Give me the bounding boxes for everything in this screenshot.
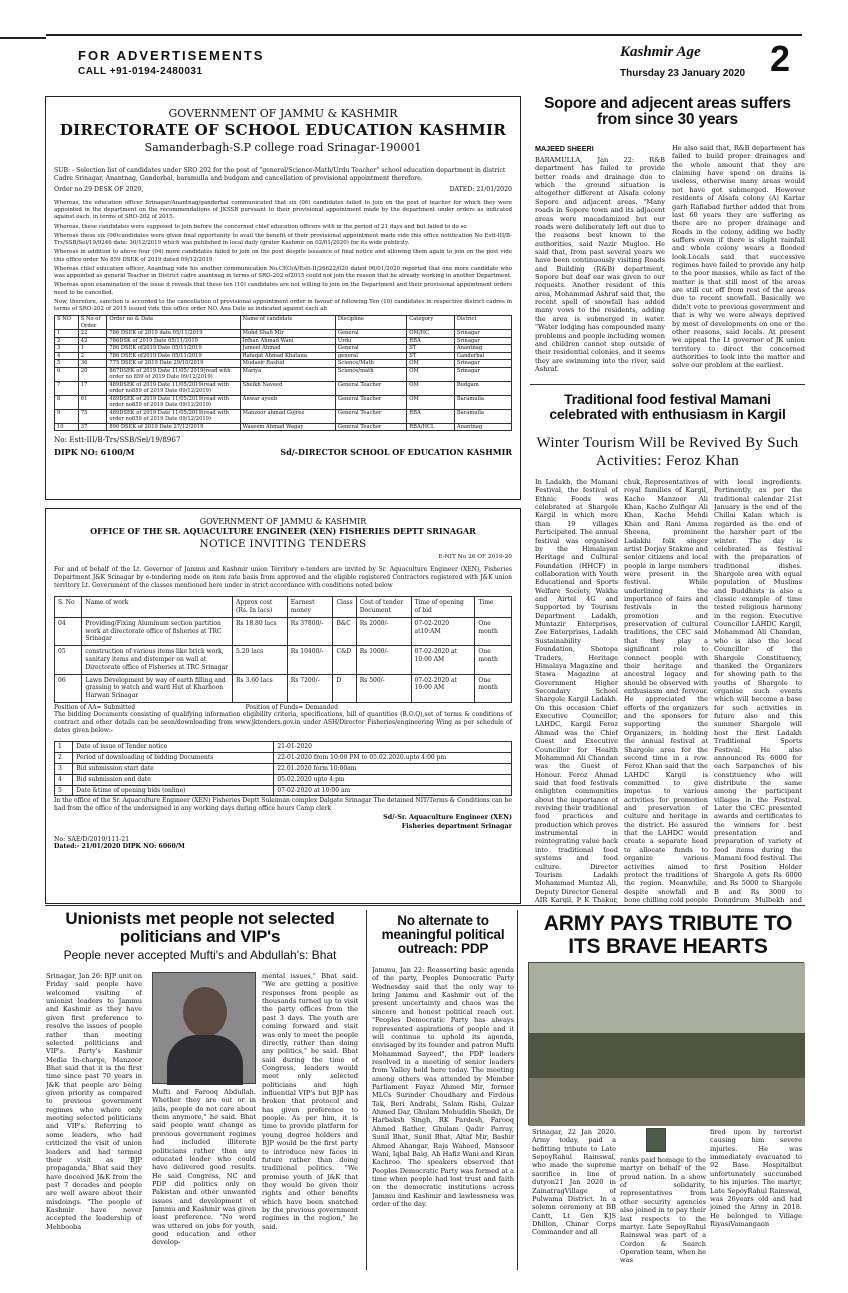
- table-cell: 37: [78, 423, 107, 431]
- sopore-byline: MAJEED SHEERI: [535, 144, 594, 153]
- table-row: [55, 367, 512, 381]
- table-cell: 06: [55, 674, 82, 702]
- table-cell: Irfhan Ahmad Wani: [240, 337, 335, 345]
- table-cell: Rafaqat Ahmad Khatana: [240, 352, 335, 360]
- tender-enit-no: E-NIT No 26 OF 2019-20: [438, 554, 512, 560]
- tender-signature-dept: Fisheries department Srinagar: [401, 821, 512, 830]
- table-cell: 8: [55, 395, 79, 409]
- table-cell: RBA/HCL: [407, 423, 455, 431]
- table-cell: 867DSEK of 2019 Date 11/05/ 2019(read with order no 859 of 2019 Date 09/12/2019): [107, 367, 240, 381]
- table-cell: 36: [78, 360, 107, 368]
- table-cell: 1: [55, 330, 79, 338]
- sky-shape: [529, 963, 805, 1033]
- army-column-3: fired upon by terrorist causing him severe injuries. He was immediately evacuated to 92 Base Hospitalbut unfortunately succumbed to his injuries. The martyr, Late SepoyRahul Rainswal, was 26years old and had joined the Army in 2018. He belonged to Village RiyasiVamangaon: [710, 1128, 802, 1228]
- table-cell: 2: [55, 753, 73, 764]
- table-cell: General: [335, 345, 406, 353]
- table-cell: 775 DSEK of 2019 Date 29/10/2019: [107, 360, 240, 368]
- table-cell: 20: [78, 367, 107, 381]
- festival-subheadline: Winter Tourism Will be Revived By Such Activities: Feroz Khan: [536, 435, 799, 469]
- school-education-advertisement: [45, 96, 521, 500]
- table-cell: OM: [407, 395, 455, 409]
- table-header-cell: District: [454, 316, 511, 330]
- table-cell: Srinagar: [454, 360, 511, 368]
- table-row: [55, 646, 512, 674]
- table-cell: Mohd Shafi Mir: [240, 330, 335, 338]
- table-cell: Rs 2000/-: [356, 617, 411, 645]
- festival-column-3: with local ingredients. Pertinently, as per the traditional calendar 21st January is the end of the Chillai Kalan which is regarded as the end of the harsher part of the winter. The day is celebrated as festival with the preparation of traditional dishes. Shargole area with equal population of Muslims and Buddhists is also a classic example of time tested religious harmony in the region. Executive Councillor LAHDC Kargil, Mohammad Ali Chandan, who is also the local Councillor of the Shargole Constituency, thanked the Organizers for showing path to the youths of Shargole to organise such events which will become a base for such activities in future also and this summer Shargole will host the first Ladakh Traditional Sports Festival. He also announced Rs 6000 for each Sarpanches of his constituency who will distribute the same among the participant villages in the Festival. Later the CEC presented awards and certificates to the winners for best presentation and preparation of variety of food items during the Mamani food festival. The first Position Holder Shargole A gets Rs 6000 and Rs 5000 to Shargole B and Rs 3000 to Dongdrum Mulbekh and: [714, 478, 802, 903]
- table-row: [55, 763, 512, 774]
- ad-order-no: Order no.29 DESK OF 2020,: [54, 185, 144, 193]
- table-cell: General Teacher: [335, 409, 406, 423]
- army-column-2: ranks paid homage to the martyr on behalf of the proud nation. In a show of solidarity, representatives from other security agencies also joined in to pay their last respects to the martyr. Late SepoyRahul Rainswal was part of a Cordon & Search Operation team, when he was: [620, 1156, 706, 1265]
- table-header-cell: Cost of tender Document: [356, 597, 411, 618]
- table-cell: Rs 7200/-: [287, 674, 333, 702]
- table-row: [55, 352, 512, 360]
- table-row: [55, 753, 512, 764]
- table-row: [55, 423, 512, 431]
- table-cell: 17: [78, 381, 107, 395]
- ad-dated: DATED: 21/01/2020: [449, 185, 512, 193]
- table-row: [55, 381, 512, 395]
- page-number: 2: [770, 38, 791, 79]
- table-cell: 07-02-2020 at 10:00 AM: [411, 646, 475, 674]
- tender-office-line: OFFICE OF THE SR. AQUACULTURE ENGINEER (XEN) FISHERIES DEPTT SRINAGAR: [90, 526, 476, 536]
- table-cell: 21-01-2020: [274, 742, 512, 753]
- table-cell: 1: [78, 345, 107, 353]
- table-cell: 786DSK of 2019 Date 05/11/2019: [107, 337, 240, 345]
- tender-position-aa: Position of AA= Submitted: [54, 704, 136, 712]
- table-row: [55, 742, 512, 753]
- ad-paragraph: Whereas in addition to above four (04) more candidates failed to join on the post despite issuance of final notice and allowing them again to join on the post vide this office order No 859 DSEK of 2019 dated 09/12/2019: [54, 249, 512, 263]
- table-cell: 22.01.2020 form 10:00am: [274, 763, 512, 774]
- table-cell: One month: [475, 646, 512, 674]
- advertisement-label: FOR ADVERTISEMENTS: [78, 48, 265, 63]
- table-cell: 5.20 lacs: [233, 646, 288, 674]
- ad-paragraph: Whereas, these candidates were supposed to join before the concerned chief education officers with in the period of 21 days and but failed to do so: [54, 223, 467, 230]
- festival-column-2: chuk, Representatives of royal families of Kargil, Kacho Manzoor Ali Khan, Kacho Zulfiqar Ali Khan, Kacho Mehdi Khan and Rani Amma Sheena, prominent Ladakhi folk singer artist Dorjay Stakmo and senior citizens and local people in large numbers were present in the festival. While underlining the importance of fairs and festivals in the promotion and preservation of cultural traditions, the CEC said that they play a significant role to connect people with their heritage and ancestral legacy and should be observed with enthusiasm and fervour. He appreciated the efforts of the organizers and the sponsors for supporting the Organizers, in holding the annual festival at Shargole area for the second time in a row. Feroz Khan said that the LAHDC Kargil is committed to give impetus to various activities for promotion and preservation of culture and heritage in the district. He assured that the LAHDC would create a separate head to allocate funds to organize various activities aimed to protect the traditions of the region. Meanwhile, despite snowfall and bone chilling cold people: [624, 478, 708, 903]
- pdp-body: Jammu, Jan 22: Reasserting basic agenda of the party, Peoples Democratic Party Wednesday said that the only way to bring Jammu and Kashmir out of the present uncertainty and chaos was the sincere and honest political reach out. "Peoples Democratic Party has always represented aspirations of people and it will continue to uphold its agenda, envisaged by its founder and patron Mufti Mohammad Sayeed", the PDP leaders resolved in a meeting of senior leaders from Valley held here today. The meeting among others was attended by Member Parliament Fayaz Ahmed Mir, former MLCs Surinder Choudhary and Firdous Tak, Beri Andrabi, Salam Rishi, Gulzar Ahmed Dar, Ghulam Mohuddin Sheikh, Dr Harbaksh Singh, RK Pardesh, Farooq Ahmed Rather, Ghulam Qadir Parray, Sunil Bhat, Sunil Bhat, Altaf Mir, Bashir Ahmed Ahangar, Raja Waheed, Mansoor Wani, Iqbal Baig, Ab Hafiz Wani and Kiran Kachroo. The speakers observed that Peoples Democratic Party was formed at a time when people had lost trust and faith on the democratic institutions across Jammu and Kashmir and lawlessness was order of the day.: [372, 966, 514, 1209]
- table-cell: 05.02.2020 upto 4:pm: [274, 774, 512, 785]
- issue-date: Thursday 23 January 2020: [620, 68, 746, 79]
- table-cell: 10: [55, 423, 79, 431]
- table-row: [55, 360, 512, 368]
- table-cell: OM: [407, 360, 455, 368]
- ad-govt-line: GOVERNMENT OF JAMMU & KASHMIR: [168, 107, 398, 120]
- table-row: [55, 409, 512, 423]
- unionists-column-2: Mufti and Farooq Abdullah. Whether they are out or in jails, people do not care about them anymore," he said. Bhat said people want change as previous government regimes had included illiterate politicians rather than any educated leader who could have delivered good results. He said Congress, NC and PDP did politics only on Pakistan and other unwanted issues and development of Jammu and Kashmir was given least preference. "No word was uttered on jobs for youth, good education and other develop-: [152, 1088, 256, 1247]
- ground-shape: [529, 1078, 805, 1126]
- table-cell: 4: [55, 352, 79, 360]
- tender-intro: For and of behalf of the Lt. Governor of Jammu and Kashmir union Territory e-tenders are invited by Sr. Aquaculture Engineer (XEN), Fisheries Department J&K Srinagar by e-tendering mode on item rate basis from approved and the eligible registered Contractors registered with J&K union territory Lt. Government of the classes mentioned here under in strict accordance with conditions noted below: [54, 566, 512, 590]
- table-cell: RBA: [407, 409, 455, 423]
- table-cell: Rs 1000/-: [356, 646, 411, 674]
- unionists-headline: Unionists met people not selected politicians and VIP's: [65, 909, 335, 946]
- table-cell: One month: [475, 617, 512, 645]
- table-row: [55, 345, 512, 353]
- table-row: [55, 617, 512, 645]
- tender-position-funds: Position of Funds= Demanded: [245, 704, 338, 712]
- festival-column-1: In Ladakh, the Mamani Festival, the festival of Ethnic Foods was celebrated at Shargole Kargil in which more than 19 villages Participated. The annual festival was organised by the Himalayan Heritage and Cultural Foundation (HHCF) in collaboration with Youth Educational and Sports Welfare Society, Wakha and Airtel 4G and Supported by Tourism Department Ladakh, Muntazir Enterprises, Zee Enterprises, Ladakh Sustainability Foundation, Shotopa Traders, Heritage Himalaya Magazine and Stawa Magazine at Government Higher Secondary School Shargole Kargil Ladakh. On this occasion Chief Executive Councillor, LAHDC, Kargil Feroz Ahmad was the Chief Guest and Executive Councillor for Health Mohammad Ali Chandan was the Guest of Honour. Feroz Ahmad said that food festivals enlighten communities about the importance of reviving their traditional food practices and production which proves instrumental in reintegrating value back into traditional food systems and food culture. Director Tourism Ladakh Mohammad Muntaz Ali, Deputy Director General AIR Kargil, P K Thakur,: [535, 478, 618, 903]
- table-cell: Budgam: [454, 381, 511, 395]
- table-cell: 07-02-2020 at 10:00 am: [274, 785, 512, 796]
- table-cell: 489DSEK of 2019 Date 11/05/2019(read with order no859 of 2019 Date 09/12/2019): [107, 381, 240, 395]
- face-shape: [183, 987, 227, 1037]
- sopore-column-1: BARAMULLA, Jan 22: R&B department has failed to provide better roads and drainage due to which the ground situation is altogether different at Alsafa colony Sopore and adjacent areas. "Many roads in Sopore town and its adjacent areas were macadamized but our roads were deliberately left out due to the reasons best known to the authorities, said Nazir Mugloo. He said that, from past several years we have been continuously visiting Roads and Building (R&B) department, Sopore but deaf ear was given to our requests. Another resident of this area, Mohammad Ashraf said that, the recent spell of snowfall has added many vows to the residents, adding the area is submerged in water. "Water lodging has compounded many problems and people including women and children cannot step outside of their residential colonies, and it seems they are swimming into the river, said Ashraf.: [535, 156, 665, 373]
- table-cell: Srinagar: [454, 367, 511, 381]
- table-cell: 22-01-2020 from 10:00 PM to 05.02.2020.upto 4:00 pm: [274, 753, 512, 764]
- table-cell: Rs 18.80 lacs: [233, 617, 288, 645]
- table-cell: Ganderbal: [454, 352, 511, 360]
- table-cell: 786 DSEK of2019 Date 05/11/2019: [107, 345, 240, 353]
- ad-paragraph: Whereas upon examination of the issue it reveals that these ten (10) candidates are not willing to join on the Department and their provisional appointment orders need to be cancelled.: [54, 282, 512, 296]
- table-cell: General Teacher: [335, 381, 406, 395]
- table-cell: 7: [55, 381, 79, 395]
- sopore-headline: Sopore and adjecent areas suffers from since 30 years: [544, 95, 791, 129]
- table-header-cell: Earnest money: [287, 597, 333, 618]
- table-cell: Anwar ayoub: [240, 395, 335, 409]
- header-rule-left: [0, 37, 46, 39]
- table-cell: OM/HC: [407, 330, 455, 338]
- newspaper-logo: Kashmir Age: [620, 44, 701, 60]
- tender-ref-no: No: SAE/D/2019/111-21: [54, 836, 130, 844]
- table-cell: 6: [55, 367, 79, 381]
- section-divider: [45, 905, 805, 906]
- army-ceremony-photo: [528, 962, 804, 1125]
- ad-directorate-title: DIRECTORATE OF SCHOOL EDUCATION KASHMIR: [59, 121, 507, 140]
- table-cell: 07-02-2020 at10:AM: [411, 617, 475, 645]
- table-cell: B&C: [333, 617, 356, 645]
- tender-title: NOTICE INVITING TENDERS: [199, 538, 367, 550]
- table-cell: Waseem Ahmad Wagay: [240, 423, 335, 431]
- table-cell: OM: [407, 367, 455, 381]
- army-headline: ARMY PAYS TRIBUTE TO ITS BRAVE HEARTS: [543, 912, 793, 959]
- ad-ref-no: No: Estt-III/B-Trs/SSB/Sel/19/8967: [54, 435, 181, 445]
- table-cell: 489DSEK of 2019 Date 11/05/2019(read with order no859 of 2019 Date 09/12/2019): [107, 395, 240, 409]
- table-cell: 22: [78, 330, 107, 338]
- table-cell: Baramulla: [454, 409, 511, 423]
- table-cell: General Teacher: [335, 423, 406, 431]
- pdp-headline: No alternate to meaningful political outreach: PDP: [381, 913, 505, 957]
- table-row: [55, 674, 512, 702]
- table-cell: 9: [55, 409, 79, 423]
- table-cell: Rs 10400/-: [287, 646, 333, 674]
- table-cell: 04: [55, 617, 82, 645]
- unionists-subheadline: People never accepted Mufti's and Abdullah's: Bhat: [63, 948, 337, 962]
- table-header-cell: S No of Order: [78, 316, 107, 330]
- table-cell: 786 DSEK of2019 Date 05/11/2019: [107, 352, 240, 360]
- table-cell: 890 DSEK of 2019 Date 27/12/2019: [107, 423, 240, 431]
- table-cell: Science/Math: [335, 360, 406, 368]
- table-header-cell: Discipline: [335, 316, 406, 330]
- table-header-cell: Approx cost (Rs. In lacs): [233, 597, 288, 618]
- sopore-column-2: He also said that, R&B department has failed to build proper drainages and the whole amount that they are claiming have spend on drains is useless, otherwise many areas would not have got submerged. However residents of Alsafa colony (A) Kartar garh Rafiabad further added that from last 60 years they are suffering as there are no proper drainage and Roads in the colony, adding we badly suffers even if there is slight rainfall and whole colony wears a flooded look.Locals said that successive regimes have failed to provide any help to the poor masses, while as fact of the matter is that still most of the areas are still cut off from rest of the areas due to recent snowfall. Basically we didn't vote to previous government and that is why we were always deprived by most of developments on one or the other reasons, said locals. At present we appeal the Lt governor of JK union territory to direct the concerned authorities to look into the matter and solve our problem at the earliest.: [672, 144, 805, 370]
- ad-dipk-no: DIPK NO: 6100/M: [54, 446, 135, 457]
- table-cell: construction of various items like brick work, sanitary items and distemper on wall at Directorate office of Fisheries at TRC Srinagar: [82, 646, 233, 674]
- section-divider: [530, 384, 805, 385]
- table-cell: 5: [55, 360, 79, 368]
- table-header-cell: S. No: [55, 597, 82, 618]
- ad-subject: SUB: - Selection list of candidates under SRO 202 for the post of "general/Science-Math/Urdu Teacher" school education department in district Cadre Srinagar, Anantnag, Ganderbal, baramulla and budgam and cancellation of provisional appointment therefore.: [54, 167, 506, 183]
- tender-govt-line: GOVERNMENT OF JAMMU & KASHMIR: [199, 517, 367, 526]
- table-cell: 1: [55, 742, 73, 753]
- table-cell: Rs 3.60 lacs: [233, 674, 288, 702]
- table-cell: Period of downloading of bidding Documents: [73, 753, 274, 764]
- table-cell: 2: [78, 352, 107, 360]
- tender-bid-docs: The bidding Documents consisting of qualifying information eligibility criteria, specifications, bill of quantities (B.O.Q),set of terms & conditions of contract and other details can be seen/downloading from www.jktenders.gov.in under ASH/Director Fisheries/engineering Wing as per schedule of dates given below:-: [54, 711, 512, 735]
- table-cell: 61: [78, 395, 107, 409]
- candidate-table: [54, 315, 512, 431]
- table-cell: 4: [55, 774, 73, 785]
- ad-address: Samanderbagh-S.P college road Srinagar-190001: [144, 140, 422, 154]
- ad-signature: Sd/-DIRECTOR SCHOOL OF EDUCATION KASHMIR: [280, 446, 512, 457]
- army-column-1: Srinagar, 22 Jan 2020. Army today, paid a befitting tribute to Late SepoyRahul Rainswal, who made the supreme sacrifice in line of dutyon21 Jan 2020 in ZainatragVillage of Pulwama District. In a solemn ceremony at BB Cantt, Lt Gen KJS Dhillon, Chinar Corps Commander and all: [532, 1128, 616, 1237]
- table-cell: 3: [55, 763, 73, 774]
- soldiers-row-shape: [529, 1033, 805, 1078]
- table-row: [55, 330, 512, 338]
- martyr-portrait: [646, 1128, 666, 1152]
- header-rule: [46, 34, 802, 36]
- table-cell: Date of issue of Tender notice: [73, 742, 274, 753]
- table-cell: Rs 37800/-: [287, 617, 333, 645]
- table-row: [55, 785, 512, 796]
- ad-paragraph: Whereas chief education officer, Anantnag vide his another communication No.CEO/A/Estt-II/26622/020 dated 06/01/2020 reported that one more candidate who was appointed as general Teacher in District cadre anantnag in terms of SRO-202 of2015 could not join the reason that he already working in another Department.: [54, 265, 512, 280]
- table-row: [55, 774, 512, 785]
- table-header-cell: Order no & Date: [107, 316, 240, 330]
- table-header-cell: S NO: [55, 316, 79, 330]
- table-cell: Science/math: [335, 367, 406, 381]
- table-cell: Bid submission end date: [73, 774, 274, 785]
- table-cell: Anantnag: [454, 423, 511, 431]
- table-cell: General: [335, 330, 406, 338]
- table-cell: C&D: [333, 646, 356, 674]
- table-cell: Date &time of opening bids (online): [73, 785, 274, 796]
- table-row: [55, 337, 512, 345]
- tender-signature: Sd/-Sr. Aquaculture Engineer (XEN): [383, 812, 512, 821]
- table-cell: 5: [55, 785, 73, 796]
- table-cell: 07-02-2020 at 10:00 AM: [411, 674, 475, 702]
- table-cell: Mariya: [240, 367, 335, 381]
- tender-works-table: [54, 596, 512, 703]
- tender-schedule-table: [54, 741, 512, 796]
- table-cell: ST: [407, 345, 455, 353]
- shoulders-shape: [167, 1035, 243, 1085]
- table-cell: Lawn Development by way of earth filling and grassing to watch and ward Hut at Kharhoon Harwan Srinagar: [82, 674, 233, 702]
- tender-note: In the office of the Sr. Aquaculture Engineer (XEN) Fisheries Deptt Suleiman complex Dalgate Srinagar The detained NIT/Terms & Conditions can be had from the office of the undersigned in any working days during office hours Camp clerk: [54, 797, 512, 813]
- table-cell: 05: [55, 646, 82, 674]
- unionists-column-3: mental issues," Bhat said. "We are getting a positive responses from people as thousands turned up to visit the party offices from the past 3 days. The youth are coming forward and visit was only to meet the people directly, rather than doing any politics," he said. Bhat said during the time of Congress, leaders would meet only selected politicians and high influential VIP's but BJP has broken that protocol and has given preference to people. As per him, it is time to provide platform for young degree holders and BJP would be the first party to introduce new faces in future rather than doing traditional politics. "We promise youth of J&K that they would be given their rights and other benefits which have been snatched by the previous government regimes in the region," he said.: [262, 972, 358, 1231]
- table-cell: Baramulla: [454, 395, 511, 409]
- table-cell: Srinagar: [454, 337, 511, 345]
- table-header-cell: Name of candidate: [240, 316, 335, 330]
- table-cell: Srinagar: [454, 330, 511, 338]
- unionists-column-1: Srinagar, Jan 26: BJP unit on Friday said people have welcomed visiting of unionist leaders to Jammu and Kashmir as they have given first preference to resolve the issues of people rather than meeting selected politicians and VIP's. Party's Kashmir Media In-charge, Manzoor Bhat said that it is the first time since past 70 years in J&K that people are being given priority as compared to previous government regimes who where only meeting selected politicians and VIP's. Referring to some leaders, who had criticized the visit of union leaders and had termed their visit as 'BJP propaganda,' Bhat said they have deceived J&K from the past 7 decades and people are well aware about their misdoings. "The people of Kashmir have never accepted the leadership of Mehbooba: [46, 972, 142, 1231]
- ad-paragraph: Now, therefore, sanction is accorded to the cancellation of provisional appointment order in favour of following Ten (10) candidates in respective district cadres in terms of SRO-202 of 2015 issued vide this office order NO. Ana Date as indicated against each ab: [54, 298, 512, 313]
- table-cell: 489DSEK of 2019 Date 11/05/2019(read with order no859 of 2019 Date 09/12/2019): [107, 409, 240, 423]
- table-cell: 2: [55, 337, 79, 345]
- table-cell: OM: [407, 381, 455, 395]
- table-header-cell: Time of opening of bid: [411, 597, 475, 618]
- ad-paragraph: Whereas these six (06)candidates were given final opportunity to avail the benefit of their provisional appointment made vide this office notification No Estt-III/B-Trs/SSB/Sel/19/9246 date: 30/12/2019 which was published in local daily (grater Kashmir on 02/01/2020) for its wide publicity.: [54, 232, 512, 247]
- table-cell: 786 DSEK of 2019 date 05/11/2019: [107, 330, 240, 338]
- table-row: [55, 395, 512, 409]
- table-header-cell: Category: [407, 316, 455, 330]
- table-cell: One month: [475, 674, 512, 702]
- table-cell: 42: [78, 337, 107, 345]
- table-cell: Jameel Ahmad: [240, 345, 335, 353]
- call-number: CALL +91-0194-2480031: [78, 66, 203, 77]
- table-cell: Providing/Fixing Aluminum section partition work at directorate office of fisheries at TRC Srinagar: [82, 617, 233, 645]
- festival-headline: Traditional food festival Mamani celebrated with enthusiasm in Kargil: [549, 391, 786, 422]
- table-cell: D: [333, 674, 356, 702]
- table-cell: Manzoor ahmad Gojree: [240, 409, 335, 423]
- table-header-cell: Time: [475, 597, 512, 618]
- table-cell: Bid submission start date: [73, 763, 274, 774]
- table-cell: General Teacher: [335, 395, 406, 409]
- table-cell: general: [335, 352, 406, 360]
- table-cell: 75: [78, 409, 107, 423]
- table-cell: Mudasir Rashid: [240, 360, 335, 368]
- table-header-cell: Class: [333, 597, 356, 618]
- table-cell: Rs 500/-: [356, 674, 411, 702]
- table-cell: ST: [407, 352, 455, 360]
- politician-photo: [152, 972, 256, 1084]
- fisheries-tender-advertisement: [45, 508, 521, 904]
- table-cell: Sheikh Naveed: [240, 381, 335, 395]
- table-cell: Anantnag: [454, 345, 511, 353]
- tender-dated: Dated:- 21/01/2020 DIPK NO: 6060/M: [54, 843, 185, 851]
- table-header-cell: Name of work: [82, 597, 233, 618]
- table-cell: RBA: [407, 337, 455, 345]
- table-cell: 3: [55, 345, 79, 353]
- table-cell: Urdu: [335, 337, 406, 345]
- ad-paragraph: Whereas, the education officer Srinagar/Anantnag/ganderbal communicated that six (06) candidates failed to join on the post of teacher for which they were appointed in the department on the recommendations of JKSSB pursuant to their provisional appointment made by the department under orders as indicated against each, in terms of SRO-202 of 2015.: [54, 199, 512, 221]
